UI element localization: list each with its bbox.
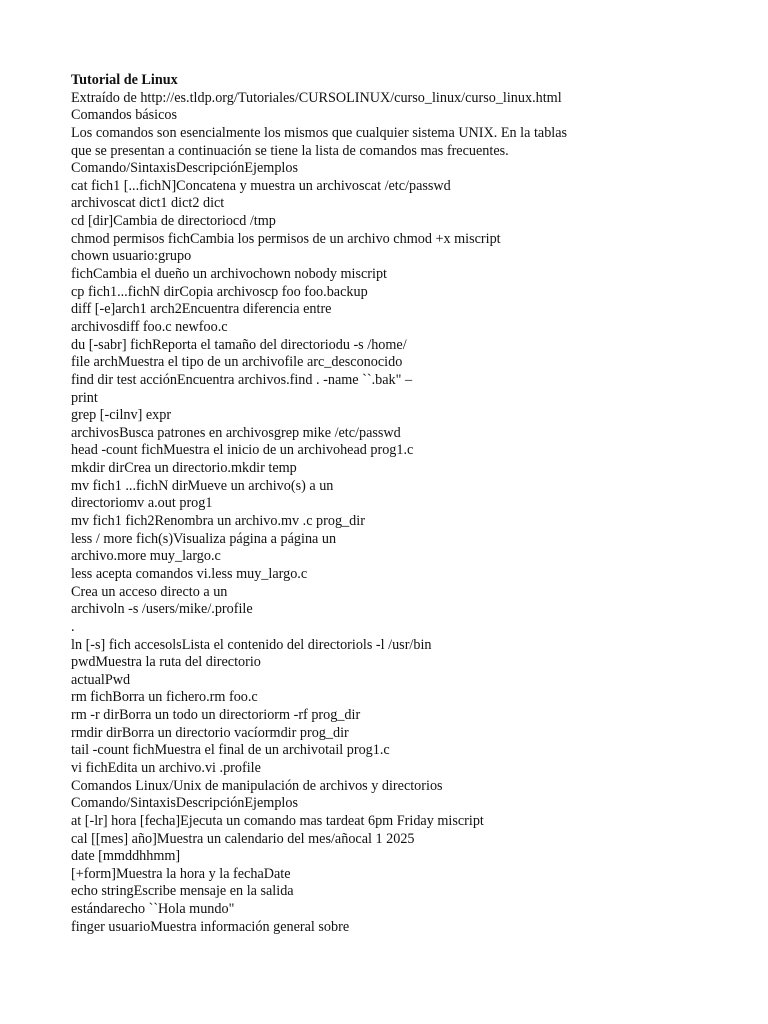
- text-line: archivo.more muy_largo.c: [71, 548, 221, 565]
- text-line: archivoscat dict1 dict2 dict: [71, 195, 225, 212]
- text-line: chown usuario:grupo: [71, 248, 192, 265]
- document-body: [71, 90, 711, 937]
- text-line: vi fichEdita un archivo.vi .profile: [71, 759, 261, 776]
- text-line: rm -r dirBorra un todo un directoriorm -rf prog_dir: [71, 707, 361, 724]
- text-line: fichCambia el dueño un archivochown nobody miscript: [71, 266, 387, 283]
- text-line: archivosdiff foo.c newfoo.c: [71, 318, 228, 335]
- text-line: finger usuarioMuestra información general sobre: [71, 918, 350, 935]
- text-line: mv fich1 ...fichN dirMueve un archivo(s) a un: [71, 477, 334, 494]
- text-line: directoriomv a.out prog1: [71, 495, 213, 512]
- text-line: less acepta comandos vi.less muy_largo.c: [71, 565, 308, 582]
- text-line: echo stringEscribe mensaje en la salida: [71, 883, 294, 900]
- text-line: print: [71, 389, 98, 406]
- text-line: mkdir dirCrea un directorio.mkdir temp: [71, 460, 297, 477]
- text-line: estándarecho ``Hola mundo": [71, 901, 235, 918]
- text-line: find dir test acciónEncuentra archivos.find . -name ``.bak" –: [71, 371, 413, 388]
- text-line: head -count fichMuestra el inicio de un archivohead prog1.c: [71, 442, 414, 459]
- text-line: mv fich1 fich2Renombra un archivo.mv .c prog_dir: [71, 513, 365, 530]
- text-line: Comandos básicos: [71, 107, 178, 124]
- text-line: Extraído de http://es.tldp.org/Tutoriales/CURSOLINUX/curso_linux/curso_linux.html: [71, 89, 562, 106]
- text-line: archivoln -s /users/mike/.profile: [71, 601, 253, 618]
- text-line: pwdMuestra la ruta del directorio: [71, 654, 261, 671]
- text-line: [+form]Muestra la hora y la fechaDate: [71, 865, 291, 882]
- text-line: du [-sabr] fichReporta el tamaño del directoriodu -s /home/: [71, 336, 407, 353]
- text-line: Comandos Linux/Unix de manipulación de archivos y directorios: [71, 777, 443, 794]
- text-line: less / more fich(s)Visualiza página a página un: [71, 530, 337, 547]
- text-line: grep [-cilnv] expr: [71, 407, 172, 424]
- text-line: ln [-s] fich accesolsLista el contenido del directoriols -l /usr/bin: [71, 636, 432, 653]
- text-line: .: [71, 618, 75, 635]
- document-title: Tutorial de Linux: [71, 72, 178, 88]
- text-line: cat fich1 [...fichN]Concatena y muestra un archivoscat /etc/passwd: [71, 177, 451, 194]
- text-line: Crea un acceso directo a un: [71, 583, 228, 600]
- text-line: date [mmddhhmm]: [71, 848, 181, 865]
- text-line: actualPwd: [71, 671, 131, 688]
- text-line: diff [-e]arch1 arch2Encuentra diferencia entre: [71, 301, 332, 318]
- text-line: tail -count fichMuestra el final de un archivotail prog1.c: [71, 742, 390, 759]
- text-line: Comando/SintaxisDescripciónEjemplos: [71, 160, 298, 177]
- text-line: Los comandos son esencialmente los mismos que cualquier sistema UNIX. En la tablas: [71, 124, 568, 141]
- text-line: cp fich1...fichN dirCopia archivoscp foo foo.backup: [71, 283, 368, 300]
- text-line: cd [dir]Cambia de directoriocd /tmp: [71, 213, 276, 230]
- text-line: que se presentan a continuación se tiene la lista de comandos mas frecuentes.: [71, 142, 509, 159]
- text-line: Comando/SintaxisDescripciónEjemplos: [71, 795, 298, 812]
- document-page: [71, 72, 711, 936]
- text-line: archivosBusca patrones en archivosgrep mike /etc/passwd: [71, 424, 401, 441]
- text-line: cal [[mes] año]Muestra un calendario del mes/añocal 1 2025: [71, 830, 415, 847]
- text-line: rm fichBorra un fichero.rm foo.c: [71, 689, 258, 706]
- text-line: rmdir dirBorra un directorio vacíormdir prog_dir: [71, 724, 349, 741]
- text-line: chmod permisos fichCambia los permisos de un archivo chmod +x miscript: [71, 230, 501, 247]
- text-line: file archMuestra el tipo de un archivofile arc_desconocido: [71, 354, 403, 371]
- text-line: at [-lr] hora [fecha]Ejecuta un comando mas tardeat 6pm Friday miscript: [71, 812, 484, 829]
